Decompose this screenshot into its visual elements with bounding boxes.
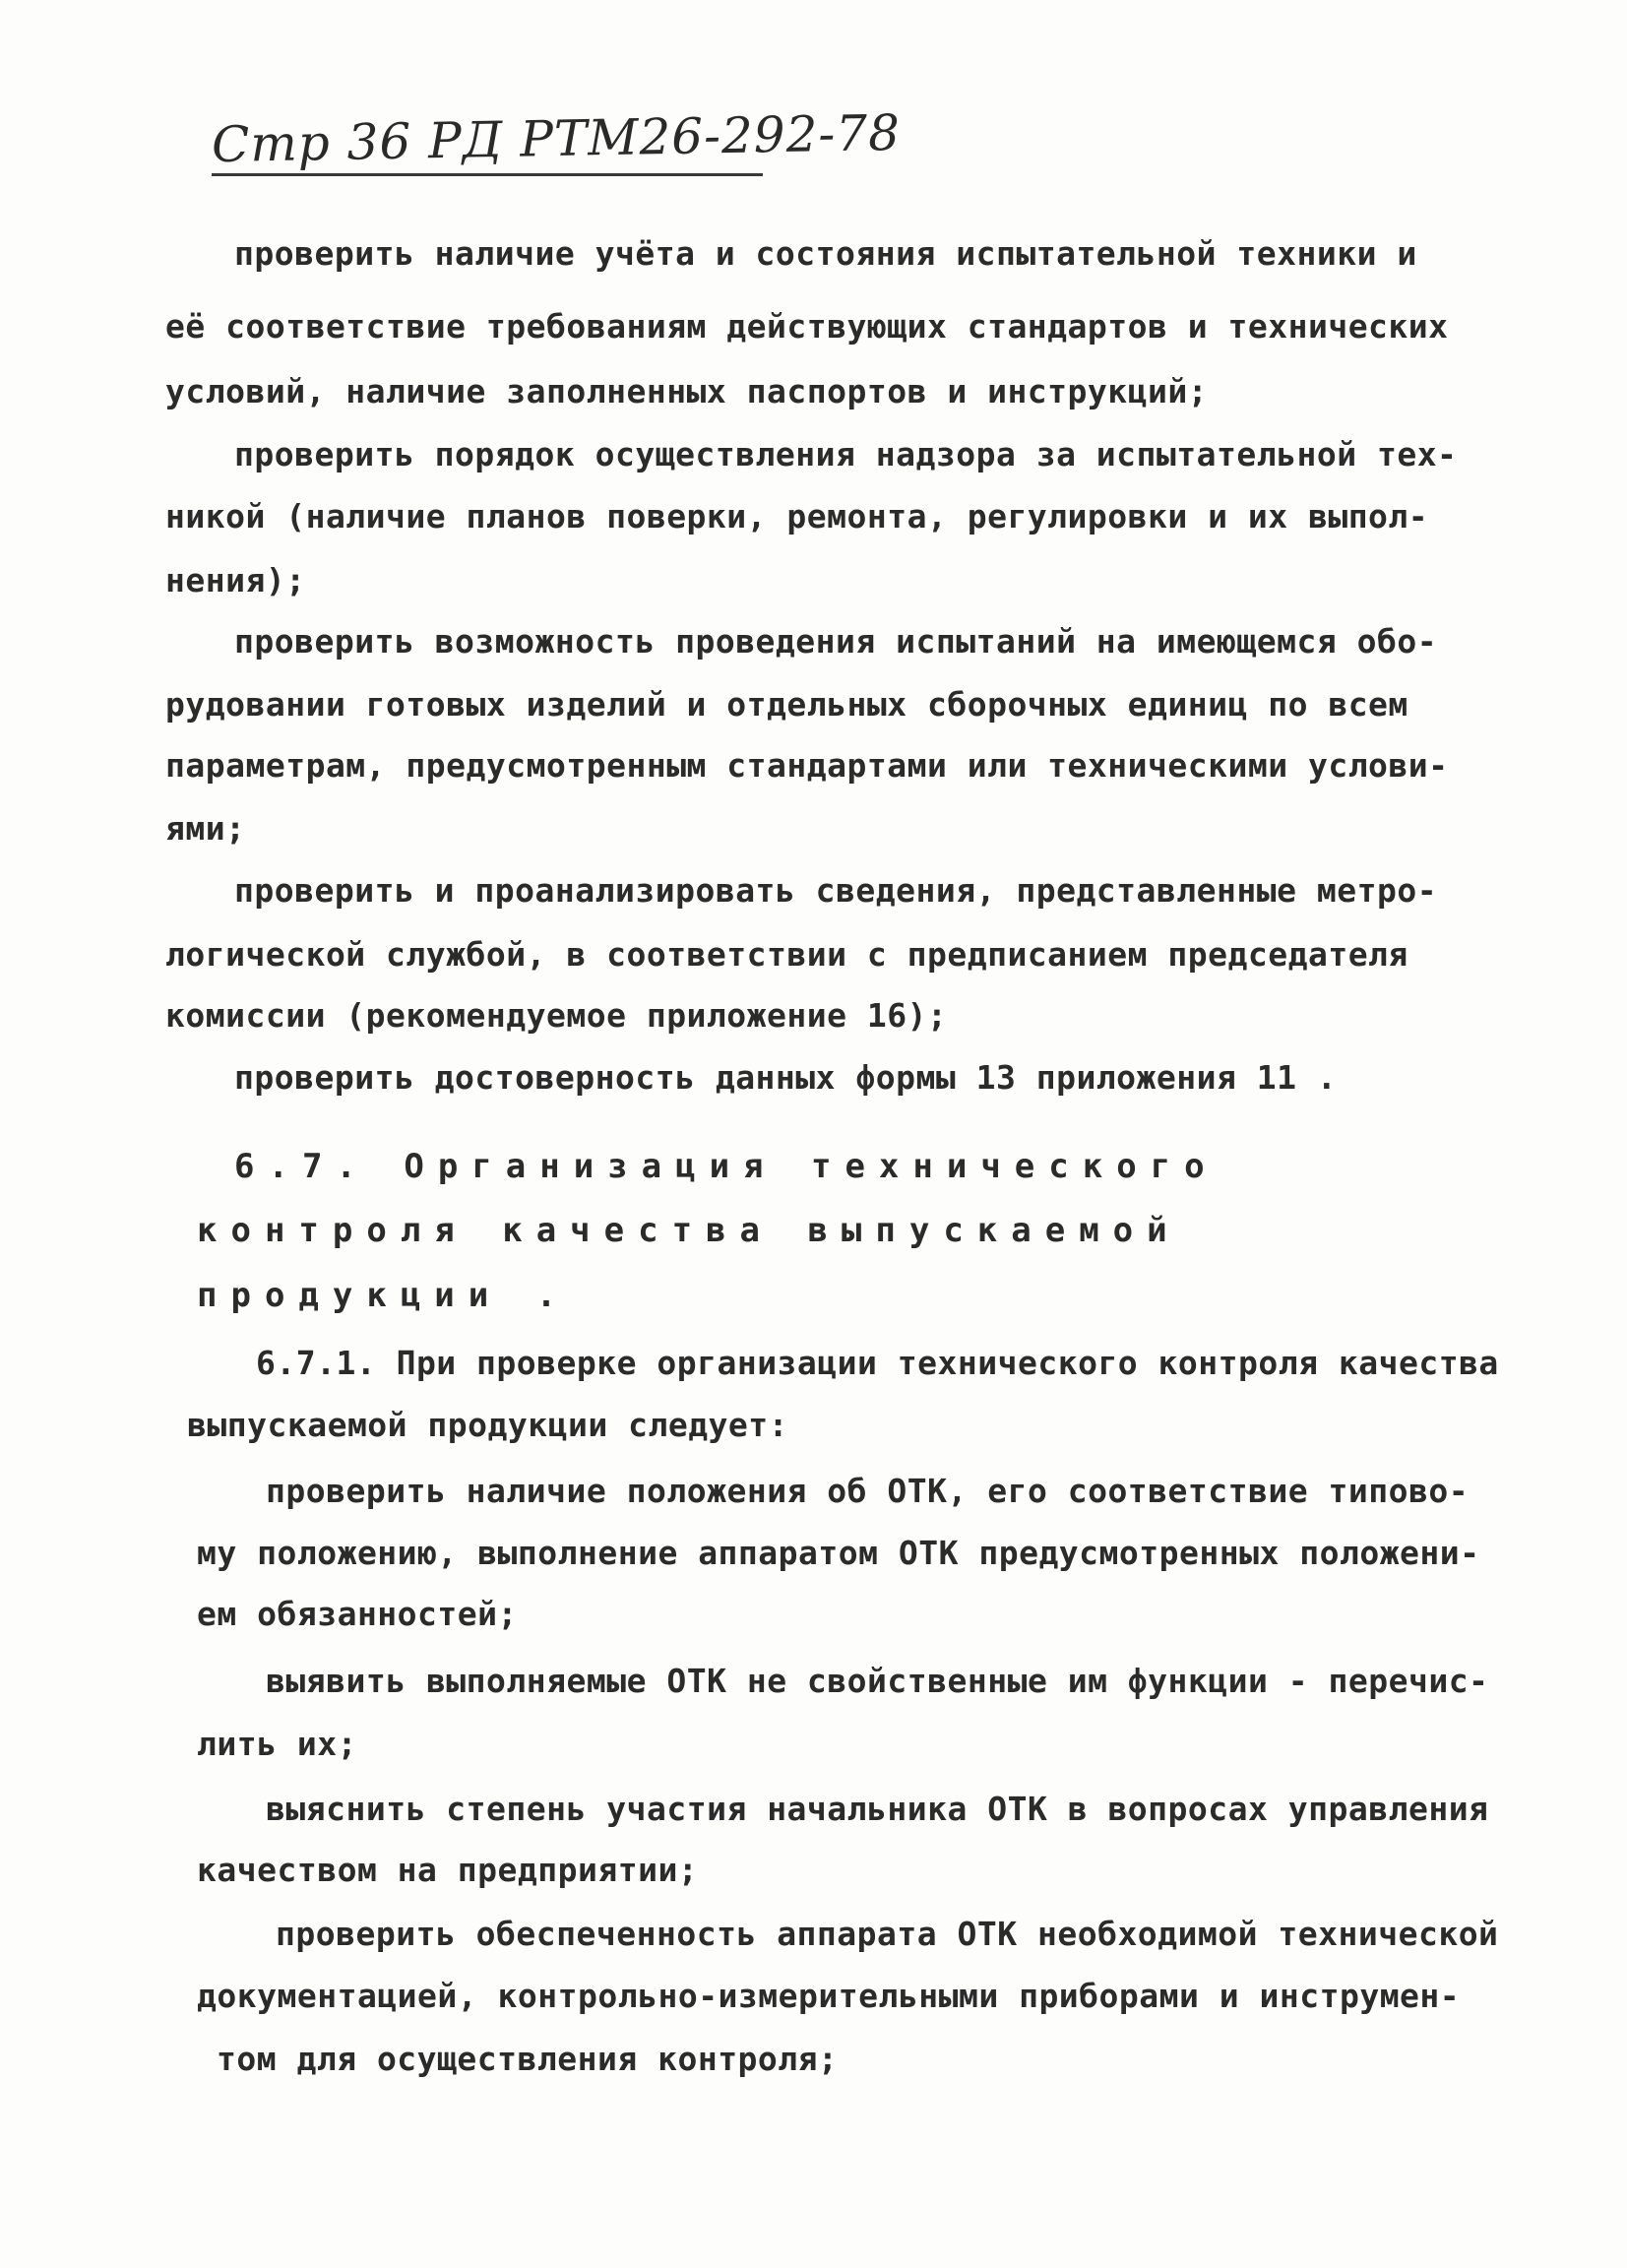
text-line: проверить наличие учёта и состояния испытательной техники и xyxy=(234,234,1417,273)
text-line: документацией, контрольно-измерительными приборами и инструмен- xyxy=(197,1977,1461,2015)
text-line: проверить обеспеченность аппарата ОТК необходимой технической xyxy=(276,1915,1499,1953)
text-line: нения); xyxy=(165,561,306,599)
text-line: том для осуществления контроля; xyxy=(217,2040,839,2078)
section-heading: продукции . xyxy=(197,1276,571,1315)
text-line: логической службой, в соответствии с предписанием председателя xyxy=(165,935,1408,974)
text-line: рудовании готовых изделий и отдельных сборочных единиц по всем xyxy=(165,685,1408,724)
text-line: проверить порядок осуществления надзора за испытательной тех- xyxy=(234,435,1458,473)
text-line: лить их; xyxy=(197,1725,357,1763)
text-line: 6.7.1. При проверке организации технического контроля качества xyxy=(256,1344,1499,1382)
header-underline xyxy=(212,173,763,176)
section-heading: контроля качества выпускаемой xyxy=(197,1211,1181,1250)
text-line: ем обязанностей; xyxy=(197,1595,518,1633)
text-line: качеством на предприятии; xyxy=(197,1851,699,1889)
text-line: проверить наличие положения об ОТК, его соответствие типово- xyxy=(266,1472,1470,1510)
text-line: выявить выполняемые ОТК не свойственные им функции - перечис- xyxy=(266,1662,1489,1700)
text-line: её соответствие требованиям действующих стандартов и технических xyxy=(165,307,1449,346)
text-line: условий, наличие заполненных паспортов и инструкций; xyxy=(165,372,1209,410)
text-line: проверить и проанализировать сведения, представленные метро- xyxy=(234,871,1438,910)
page-header: Стр 36 РД РТМ26-292-78 xyxy=(211,103,902,174)
text-line: проверить возможность проведения испытаний на имеющемся обо- xyxy=(234,622,1438,661)
text-line: параметрам, предусмотренным стандартами или техническими услови- xyxy=(165,746,1449,785)
text-line: комиссии (рекомендуемое приложение 16); xyxy=(165,996,948,1035)
text-line: ями; xyxy=(165,809,246,848)
text-line: никой (наличие планов поверки, ремонта, регулировки и их выпол- xyxy=(165,497,1429,536)
text-line: выпускаемой продукции следует: xyxy=(187,1406,789,1444)
section-heading: 6.7. Организация технического xyxy=(234,1147,1219,1186)
text-line: проверить достоверность данных формы 13 приложения 11 . xyxy=(234,1058,1338,1097)
text-line: выяснить степень участия начальника ОТК в вопросах управления xyxy=(266,1790,1489,1828)
text-line: му положению, выполнение аппаратом ОТК предусмотренных положени- xyxy=(197,1534,1480,1572)
